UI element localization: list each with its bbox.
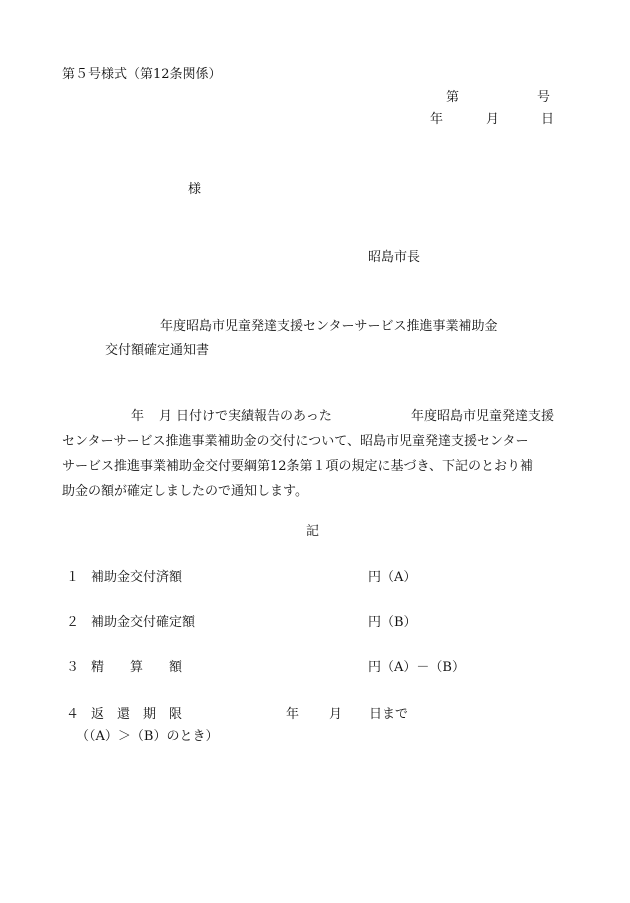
date-year: 年 [430, 112, 444, 127]
item-3-value: 円（A）－（B） [368, 660, 465, 675]
item-2-value: 円（B） [368, 615, 417, 630]
item-1-value: 円（A） [368, 570, 417, 585]
ki-heading: 記 [306, 524, 320, 539]
form-label: 第５号様式（第12条関係） [62, 67, 222, 82]
item-4-day-suffix: 日まで [369, 707, 409, 722]
item-1-number: １ [66, 570, 80, 585]
body-month: 月 [159, 409, 173, 424]
body-line1-tail: 年度昭島市児童発達支援 [411, 409, 555, 424]
date-day: 日 [541, 112, 555, 127]
doc-number-prefix: 第 [446, 90, 460, 105]
item-4-label: 返 還 期 限 [91, 707, 183, 722]
doc-number-suffix: 号 [537, 90, 551, 105]
item-4-note: （（A）＞（B）のとき） [76, 729, 219, 744]
item-1-label: 補助金交付済額 [91, 570, 183, 585]
body-line3: サービス推進事業補助金交付要綱第12条第１項の規定に基づき、下記のとおり補 [62, 459, 534, 474]
body-year: 年 [131, 409, 145, 424]
item-4-year: 年 [286, 707, 300, 722]
item-4-month: 月 [329, 707, 343, 722]
item-2-label: 補助金交付確定額 [91, 615, 196, 630]
body-line4: 助金の額が確定しましたので通知します。 [62, 484, 308, 499]
item-3-number: ３ [66, 660, 80, 675]
body-line1-text: 日付けで実績報告のあった [176, 409, 332, 424]
document-title-line2: 交付額確定通知書 [105, 343, 210, 358]
item-2-number: ２ [66, 615, 80, 630]
document-title-line1: 年度昭島市児童発達支援センターサービス推進事業補助金 [160, 319, 498, 334]
body-line2: センターサービス推進事業補助金の交付について、昭島市児童発達支援センター [62, 434, 529, 449]
addressee-honorific: 様 [188, 182, 202, 197]
date-month: 月 [486, 112, 500, 127]
sender-title: 昭島市長 [368, 250, 421, 265]
item-4-number: ４ [66, 707, 80, 722]
item-3-label: 精 算 額 [91, 660, 183, 675]
body-paragraph [62, 429, 570, 504]
